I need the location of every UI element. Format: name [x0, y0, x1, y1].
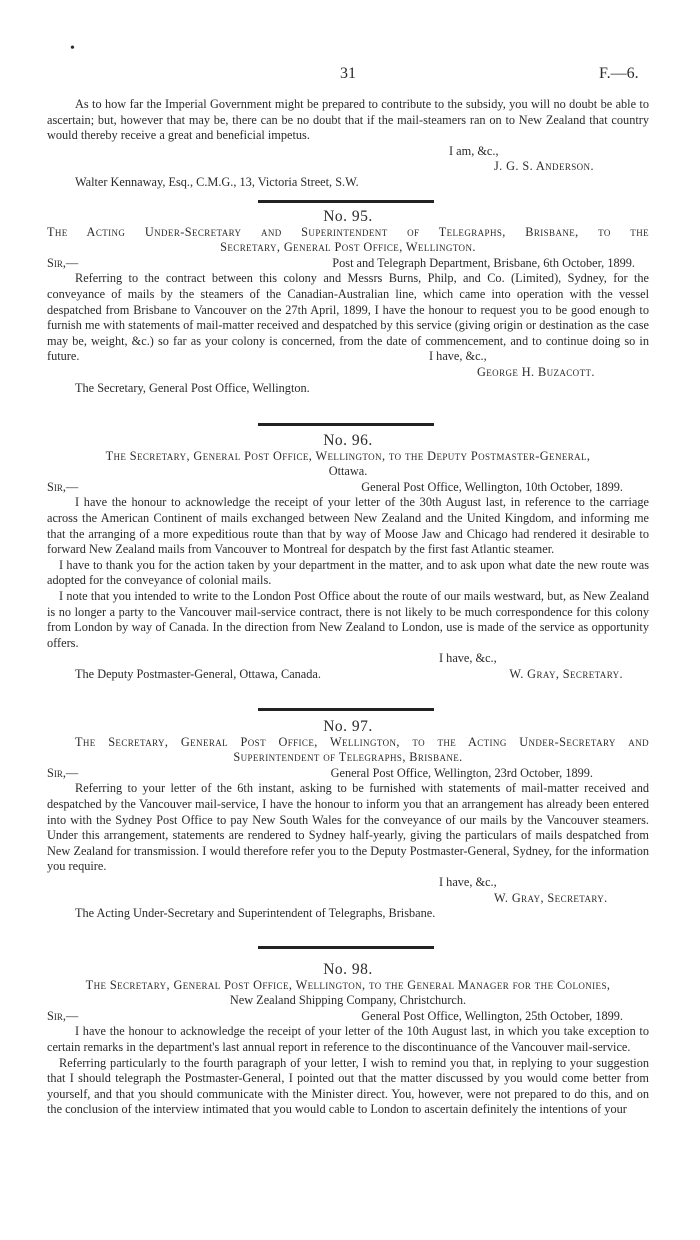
document-reference: F.—6.: [599, 65, 639, 82]
paragraph: I have to thank you for the action taken by your department in the matter, and to ask upon what date the new route was adopted for the conveyance of colonial mails.: [47, 557, 649, 588]
signature: W. Gray, Secretary.: [509, 666, 623, 681]
closing: I am, &c.,: [449, 143, 499, 158]
paragraph: Referring to the contract between this colony and Messrs Burns, Philp, and Co. (Limited), Sydney, for the conveyance of mails by the steamers of the Canadian-Australian line, which came into operation with the vessel despatched from Brisbane to Vancouver on the 27th April, 1899, I have the honour to request you to be good enough to furnish me with statements of mail-matter received and despatched by this service (giving origin or destination as the case may be, weight, &c.) so far as your colony is concerned, from the date of commencement, and to continue doing so in future.: [47, 271, 649, 364]
section-divider: [258, 423, 434, 426]
place-date: Post and Telegraph Department, Brisbane, 6th October, 1899.: [332, 255, 635, 270]
addressee: The Secretary, General Post Office, Wellington.: [75, 380, 310, 395]
section-divider: [258, 946, 434, 949]
salutation: Sir,—: [47, 479, 79, 494]
signature: J. G. S. Anderson.: [494, 159, 594, 174]
letter-94-end: [47, 97, 649, 191]
page-number: 31: [340, 65, 356, 82]
letter-heading: The Acting Under-Secretary and Superintendent of Telegraphs, Brisbane, to the: [47, 224, 649, 239]
letter-number: No. 98.: [323, 961, 373, 978]
letter-number: No. 95.: [323, 208, 373, 225]
salutation: Sir,—: [47, 1008, 79, 1023]
salutation-row: [47, 1009, 649, 1025]
letter-96: [47, 433, 649, 683]
addressee-row: [47, 667, 649, 683]
paragraph: As to how far the Imperial Government might be prepared to contribute to the subsidy, you will no doubt be able to ascertain; but, however that may be, there can be no doubt that if the mail-steamers ran on to New Zealand that country would thereby receive a great and beneficial impetus.: [47, 97, 649, 143]
letter-95: [47, 209, 649, 396]
paragraph: Referring particularly to the fourth paragraph of your letter, I wish to remind you that, in replying to your suggestion that I should telegraph the Postmaster-General, I pointed out that the matter discussed by you would come better from yourself, and that you should communicate with the Minister direct. You, however, were not prepared to do this, and on the conclusion of the interview intimated that you would cable to London to ascertain definitely the intentions of your: [47, 1055, 649, 1117]
salutation-row: [47, 480, 649, 496]
letter-heading-cont: Secretary, General Post Office, Wellington.: [220, 240, 476, 255]
paragraph: I note that you intended to write to the London Post Office about the route of our mails westward, but, as New Zealand is no longer a party to the Vancouver mail-service contract, there is not likely to be much correspondence for this colony from London by way of Canada. In the direction from New Zealand to London, use is made of the service as opportunity offers.: [47, 588, 649, 650]
place-date: General Post Office, Wellington, 25th October, 1899.: [361, 1008, 623, 1023]
signature: George H. Buzacott.: [477, 364, 595, 379]
letter-heading-cont: New Zealand Shipping Company, Christchurch.: [229, 993, 467, 1008]
paragraph: I have the honour to acknowledge the receipt of your letter of the 10th August last, in which you take exception to certain remarks in the department's last annual report in reference to the discontinuance of the Vancouver mail-service.: [47, 1024, 649, 1054]
letter-number: No. 96.: [323, 432, 373, 449]
addressee: The Acting Under-Secretary and Superintendent of Telegraphs, Brisbane.: [75, 906, 436, 921]
section-divider: [258, 708, 434, 711]
closing: I have, &c.,: [429, 349, 487, 364]
closing: I have, &c.,: [439, 874, 497, 889]
addressee: Walter Kennaway, Esq., C.M.G., 13, Victoria Street, S.W.: [75, 174, 359, 189]
stray-mark: •: [70, 41, 75, 56]
letter-heading-cont: Ottawa.: [328, 464, 368, 479]
letter-heading: The Secretary, General Post Office, Wellington, to the Deputy Postmaster-General,: [105, 448, 591, 463]
paragraph: I have the honour to acknowledge the receipt of your letter of the 30th August last, in reference to the carriage across the American Continent of mails exchanged between New Zealand and the United Kingdom, and informing me that the arranging of a more expeditious route than that by way of Moose Jaw and Chicago had rendered it desirable to forward New Zealand mails from Vancouver to Montreal for despatch by the first fast Atlantic steamer.: [47, 495, 649, 557]
signature: W. Gray, Secretary.: [494, 890, 608, 905]
section-divider: [258, 200, 434, 203]
letter-heading: The Secretary, General Post Office, Wellington, to the Acting Under-Secretary and: [75, 734, 649, 749]
place-date: General Post Office, Wellington, 23rd October, 1899.: [330, 765, 593, 780]
salutation: Sir,—: [47, 255, 79, 270]
letter-98: [47, 962, 649, 1118]
paragraph: Referring to your letter of the 6th instant, asking to be furnished with statements of mail-matter received and despatched by the Vancouver mail-service, I have the honour to inform you that an arrangement has already been entered into with the Sydney Post Office to pay New South Wales for the conveyance of our mails by the Vancouver steamers. Under this arrangement, statements are rendered to Sydney half-yearly, giving the particulars of mails despatched from New Zealand for transmission. I would therefore refer you to the Deputy Postmaster-General, Sydney, for the information you require.: [47, 781, 649, 874]
letter-heading-cont: Superintendent of Telegraphs, Brisbane.: [233, 750, 463, 765]
salutation: Sir,—: [47, 765, 79, 780]
salutation-row: [47, 766, 649, 782]
letter-heading: The Secretary, General Post Office, Wellington, to the General Manager for the Colonies,: [85, 977, 611, 992]
salutation-row: [47, 256, 649, 272]
place-date: General Post Office, Wellington, 10th October, 1899.: [361, 479, 623, 494]
addressee: The Deputy Postmaster-General, Ottawa, Canada.: [75, 666, 321, 681]
closing: I have, &c.,: [439, 651, 497, 666]
letter-number: No. 97.: [323, 718, 373, 735]
letter-97: [47, 719, 649, 922]
